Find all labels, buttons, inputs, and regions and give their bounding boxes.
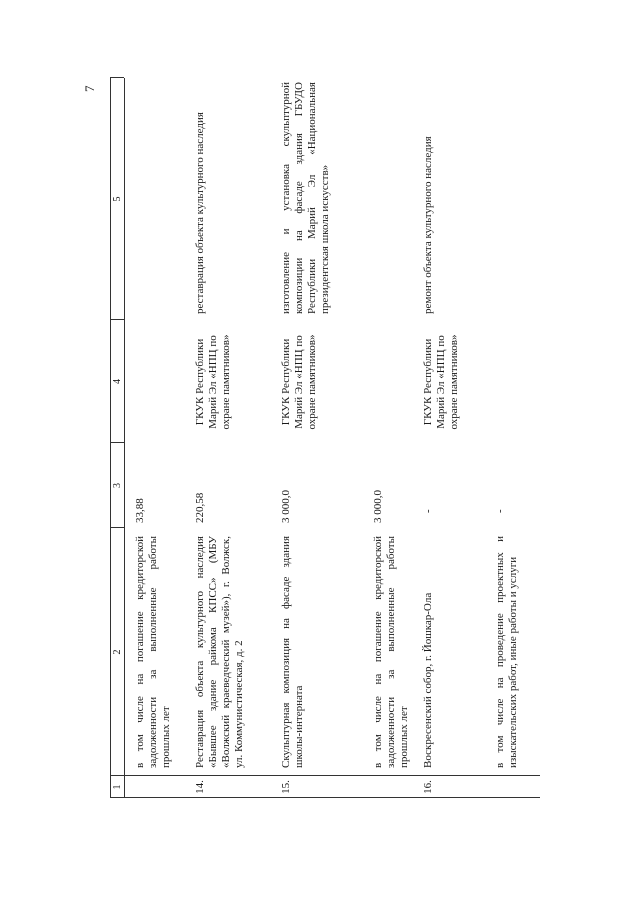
row-amount: 3 000,0 [280, 490, 292, 523]
page-number: 7 [82, 85, 97, 92]
row-amount: 33,88 [134, 498, 146, 523]
header-col-2: 2 [112, 649, 123, 655]
row-work: изготовление и установка скульптурной композиции на фасаде здания ГБУДО Республики Марий Эл «Национальная президентская школа искусств» [280, 82, 331, 314]
row-amount: 3 000,0 [372, 490, 384, 523]
row-name: в том числе на погашение кредиторской задолженности за выполненные работы прошлых лет [134, 536, 172, 768]
row-work: ремонт объекта культурного наследия [422, 136, 434, 314]
row-name: Реставрация объекта культурного наследия «Бывшее здание райкома КПСС» (МБУ «Волжский краеведческий музей»), г. Волжск, ул. Коммунистическая, д. 2 [194, 536, 245, 768]
col-border [110, 797, 540, 798]
row-work: реставрация объекта культурного наследия [194, 112, 206, 314]
row-amount: 220,58 [194, 492, 206, 523]
header-col-3: 3 [112, 483, 123, 488]
header-top-border [110, 78, 111, 798]
header-col-5: 5 [112, 196, 123, 202]
rotated-table [110, 78, 540, 798]
row-organization: ГКУК Республики Марий Эл «НПЦ по охране памятников» [194, 334, 232, 430]
row-name: в том числе на погашение кредиторской задолженности за выполненные работы прошлых лет [372, 536, 410, 768]
row-organization: ГКУК Республики Марий Эл «НПЦ по охране памятников» [422, 334, 460, 430]
row-name: Воскресенский собор, г. Йошкар-Ола [422, 592, 434, 768]
row-name: Скульптурная композиция на фасаде здания школы-интерната [280, 536, 305, 768]
row-number: 16. [422, 780, 434, 794]
header-bottom-border [124, 78, 125, 798]
col-border [110, 775, 540, 776]
row-organization: ГКУК Республики Марий Эл «НПЦ по охране памятников» [280, 334, 318, 430]
row-number: 15. [280, 780, 292, 794]
row-name: в том числе на проведение проектных и изыскательских работ, иные работы и услуги [494, 536, 519, 768]
row-amount: - [494, 509, 506, 513]
row-number: 14. [194, 780, 206, 794]
header-col-4: 4 [112, 379, 123, 384]
header-col-1: 1 [112, 784, 123, 790]
row-amount: - [422, 509, 434, 513]
